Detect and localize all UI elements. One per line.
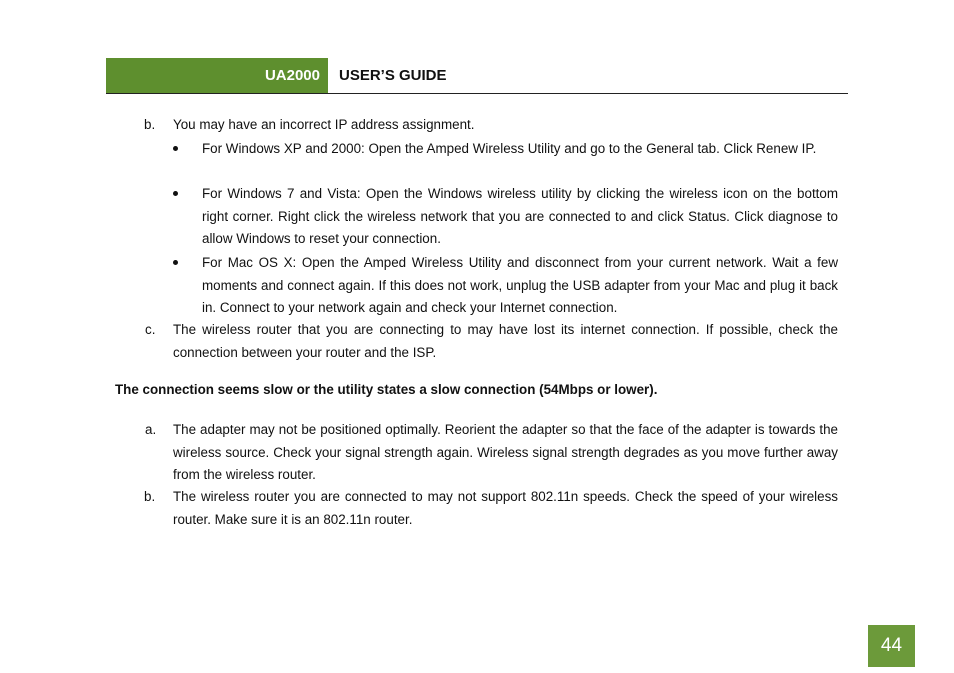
bullet-dot [173,260,178,265]
bullet-text: For Windows XP and 2000: Open the Amped Wireless Utility and go to the General tab. Click Renew IP. [202,141,817,156]
bullet-dot [173,146,178,151]
header-model: UA2000 [264,67,320,84]
header-title: USER’S GUIDE [339,67,447,84]
header-divider [106,93,848,94]
item-text: The wireless router that you are connecting to may have lost its internet connection. If possible, check the connection between your router and the ISP. [173,322,838,360]
bullet-dot [173,191,178,196]
item-marker: b. [144,489,156,504]
bullet-text: For Mac OS X: Open the Amped Wireless Utility and disconnect from your current network. Wait a few moments and connect again. If this does not work, unplug the USB adapter from your Mac and plug it back in. Connect to your network again and check your Internet connection. [202,255,838,315]
page-number: 44 [868,625,915,667]
item-marker: a. [145,422,157,437]
item-text: The adapter may not be positioned optimally. Reorient the adapter so that the face of the adapter is towards the wireless source. Check your signal strength again. Wireless signal strength degrades as you move further away from the wireless router. [173,422,838,482]
section-heading: The connection seems slow or the utility states a slow connection (54Mbps or lower). [115,382,658,397]
item-marker: c. [145,322,156,337]
bullet-text: For Windows 7 and Vista: Open the Windows wireless utility by clicking the wireless icon on the bottom right corner. Right click the wireless network that you are connected to and click Status. Click diagnose to allow Windows to reset your connection. [202,186,838,246]
item-marker: b. [144,117,156,132]
item-text: You may have an incorrect IP address assignment. [173,117,475,132]
header-model-box [106,58,328,93]
item-text: The wireless router you are connected to may not support 802.11n speeds. Check the speed of your wireless router. Make sure it is an 802.11n router. [173,489,838,527]
